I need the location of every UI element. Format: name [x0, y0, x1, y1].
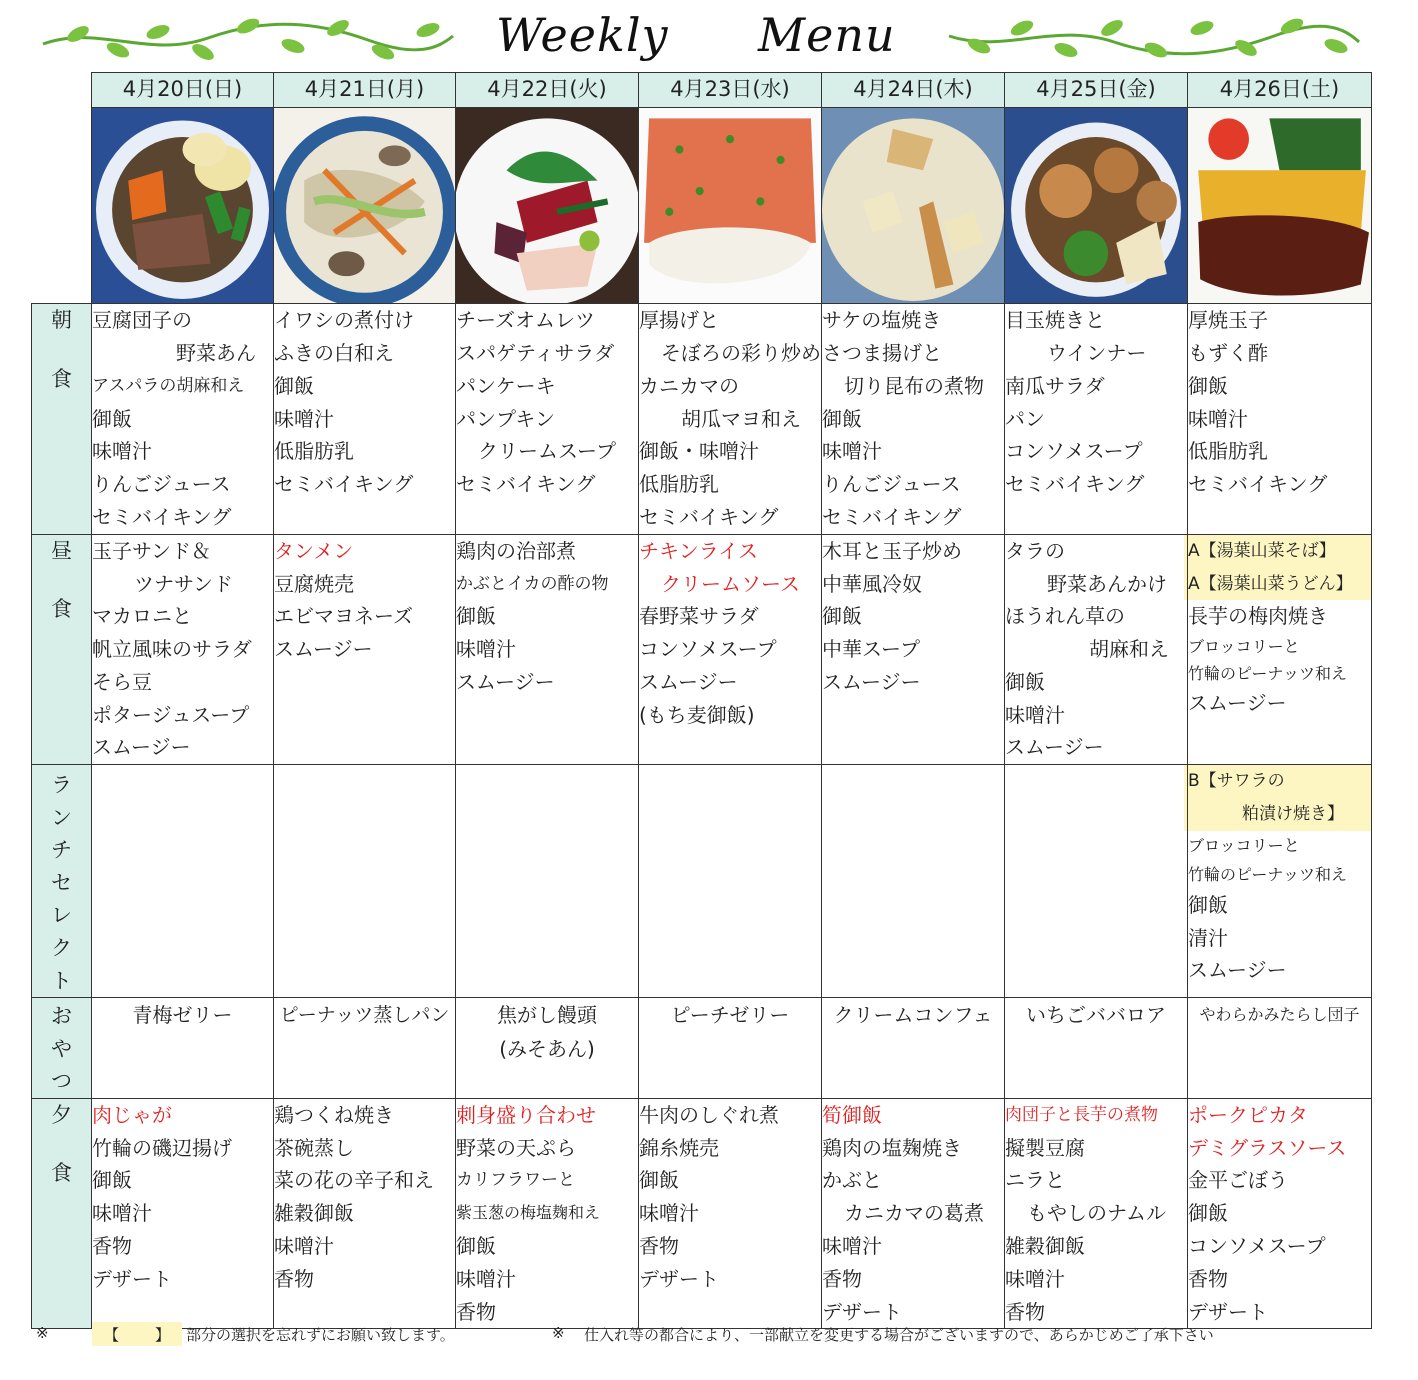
- menu-item: サケの塩焼き: [822, 308, 942, 333]
- label-char: 食: [51, 366, 72, 391]
- menu-item: 御飯: [1188, 373, 1228, 398]
- label-char: お: [51, 1004, 72, 1029]
- menu-item: 菜の花の辛子和え: [274, 1168, 434, 1193]
- breakfast-cell: [1005, 304, 1188, 535]
- menu-item: イワシの煮付け: [274, 308, 414, 333]
- label-char: ト: [51, 968, 72, 993]
- menu-item: 味噌汁: [456, 637, 516, 662]
- menu-item: 低脂肪乳: [1188, 439, 1268, 464]
- label-char: レ: [51, 903, 72, 928]
- menu-item: 御飯: [92, 406, 132, 431]
- menu-item: 鶏つくね焼き: [274, 1102, 394, 1127]
- menu-item: 御飯: [1188, 892, 1228, 917]
- label-char: チ: [51, 838, 72, 863]
- menu-item: 胡麻和え: [1089, 637, 1169, 662]
- menu-item: コンソメスープ: [1188, 1233, 1326, 1258]
- menu-item: 厚焼玉子: [1188, 308, 1268, 333]
- breakfast-cell: [822, 304, 1005, 535]
- menu-item: 香物: [639, 1233, 679, 1258]
- menu-item: 帆立風味のサラダ: [92, 637, 252, 662]
- menu-item: ブロッコリーと: [1188, 835, 1300, 855]
- menu-item: 御飯: [456, 1233, 496, 1258]
- lunch-select-cell: [639, 765, 822, 998]
- menu-item: デザート: [92, 1266, 172, 1291]
- menu-item: 低脂肪乳: [639, 472, 719, 497]
- menu-item: カニカマの: [639, 373, 739, 398]
- menu-item: スムージー: [822, 669, 921, 694]
- menu-item: スパゲティサラダ: [456, 340, 615, 365]
- menu-item: スムージー: [92, 735, 191, 760]
- lunch-select-row: [32, 765, 1372, 998]
- dinner-cell: [1005, 1098, 1188, 1329]
- menu-item: カニカマの葛煮: [844, 1201, 984, 1226]
- menu-item: 雑穀御飯: [274, 1201, 354, 1226]
- menu-item: セミバイキング: [1188, 472, 1328, 497]
- menu-item: ブロッコリーと: [1188, 637, 1300, 657]
- menu-item: デザート: [1188, 1299, 1268, 1324]
- menu-item: アスパラの胡麻和え: [92, 375, 245, 396]
- menu-item: デザート: [822, 1299, 902, 1324]
- menu-item: チーズオムレツ: [456, 308, 595, 333]
- menu-item: 味噌汁: [1188, 406, 1248, 431]
- menu-item-featured: 刺身盛り合わせ: [456, 1102, 596, 1127]
- menu-item: (もち麦御飯): [639, 702, 755, 727]
- lunch-select-cell: [274, 765, 456, 998]
- food-photo-cell: [92, 108, 274, 304]
- snack-item: ピーナッツ蒸しパン: [279, 1004, 450, 1027]
- menu-item: セミバイキング: [1005, 472, 1145, 497]
- menu-item: ニラと: [1005, 1168, 1065, 1193]
- date-header: 4月20日(日): [92, 73, 274, 108]
- snack-cell: [1188, 998, 1372, 1099]
- menu-item-featured: クリームソース: [661, 571, 800, 596]
- lunch-cell: [456, 534, 639, 765]
- dinner-cell: [822, 1098, 1005, 1329]
- menu-item: 茶碗蒸し: [274, 1135, 354, 1160]
- food-photo-cell: [822, 108, 1005, 304]
- menu-item: 野菜あんかけ: [1047, 571, 1167, 596]
- menu-item: 味噌汁: [92, 439, 152, 464]
- dinner-cell: [274, 1098, 456, 1329]
- menu-item: ほうれん草の: [1005, 604, 1125, 629]
- menu-item: 御飯: [1188, 1201, 1228, 1226]
- menu-item: 味噌汁: [1005, 702, 1065, 727]
- snack-cell: [822, 998, 1005, 1099]
- menu-item: セミバイキング: [456, 472, 596, 497]
- label-char: 食: [51, 597, 72, 622]
- footnote-menu-change-notice: 仕入れ等の都合により、一部献立を変更する場合がございますので、あらかじめご了承下さい: [584, 1326, 1214, 1344]
- lunch-cell: [92, 534, 274, 765]
- breakfast-row: [32, 304, 1372, 535]
- menu-item: 御飯: [274, 373, 314, 398]
- snack-item: ピーチゼリー: [670, 1003, 790, 1028]
- menu-item: 清汁: [1188, 925, 1228, 950]
- menu-item: 御飯: [822, 406, 862, 431]
- menu-item: 目玉焼きと: [1005, 308, 1105, 333]
- food-photo-cell: [1005, 108, 1188, 304]
- lunch-select-cell: [1005, 765, 1188, 998]
- menu-item-featured: チキンライス: [639, 538, 758, 563]
- menu-item: スムージー: [639, 669, 738, 694]
- label-char: ク: [51, 936, 72, 961]
- menu-item: 金平ごぼう: [1188, 1168, 1288, 1193]
- menu-item: 香物: [1005, 1299, 1045, 1324]
- menu-item: さつま揚げと: [822, 340, 942, 365]
- menu-item: 野菜あん: [176, 340, 256, 365]
- menu-item: 豆腐焼売: [274, 571, 354, 596]
- menu-item: 紫玉葱の梅塩麹和え: [456, 1203, 601, 1223]
- menu-item: デザート: [639, 1266, 719, 1291]
- snack-cell: [639, 998, 822, 1099]
- menu-item: 味噌汁: [274, 406, 334, 431]
- menu-item: 味噌汁: [456, 1266, 516, 1291]
- footnote-mark: ※: [36, 1324, 49, 1342]
- menu-item: 香物: [822, 1266, 862, 1291]
- menu-item: 鶏肉の治部煮: [456, 538, 576, 563]
- menu-item: スムージー: [456, 669, 555, 694]
- vine-decoration-right-icon: [944, 14, 1364, 62]
- date-header: 4月21日(月): [274, 73, 456, 108]
- menu-item: もずく酢: [1188, 340, 1268, 365]
- food-photo-cell: [274, 108, 456, 304]
- food-photo-cell: [1188, 108, 1372, 304]
- chicken-rice-photo: [639, 108, 821, 303]
- snack-item: 青梅ゼリー: [132, 1003, 233, 1028]
- menu-item-featured: タンメン: [274, 538, 354, 563]
- label-char: 食: [51, 1161, 72, 1186]
- menu-item: エビマヨネーズ: [274, 604, 413, 629]
- lunch-cell: [274, 534, 456, 765]
- menu-item: コンソメスープ: [639, 637, 777, 662]
- menu-item: 竹輪のピーナッツ和え: [1188, 864, 1348, 884]
- snack-cell: [274, 998, 456, 1099]
- label-char: や: [51, 1036, 72, 1061]
- menu-item-featured: デミグラスソース: [1188, 1135, 1347, 1160]
- menu-item: 擬製豆腐: [1005, 1135, 1085, 1160]
- meatball-stew-photo: [1005, 108, 1187, 303]
- menu-item: 低脂肪乳: [274, 439, 354, 464]
- menu-item: 木耳と玉子炒め: [822, 538, 962, 563]
- dinner-cell: [639, 1098, 822, 1329]
- menu-item: タラの: [1005, 538, 1065, 563]
- footnote-bracket: 【 】: [104, 1326, 173, 1344]
- lunch-row: [32, 534, 1372, 765]
- menu-item: 鶏肉の塩麹焼き: [822, 1135, 962, 1160]
- lunch-select-cell: [456, 765, 639, 998]
- menu-item: セミバイキング: [92, 504, 232, 529]
- menu-item: 切り昆布の煮物: [844, 373, 984, 398]
- menu-item: セミバイキング: [274, 472, 414, 497]
- dinner-cell: [1188, 1098, 1372, 1329]
- menu-item: パン: [1005, 406, 1045, 431]
- lunch-select-cell: [1188, 765, 1372, 998]
- lunch-select-cell: [822, 765, 1005, 998]
- snack-item: いちごババロア: [1026, 1003, 1166, 1028]
- footnote-selection-reminder: 部分の選択を忘れずにお願い致します。: [186, 1326, 455, 1344]
- menu-item: 南瓜サラダ: [1005, 373, 1105, 398]
- menu-item: スムージー: [1188, 691, 1287, 716]
- menu-item: スムージー: [274, 637, 373, 662]
- corner-cell: [32, 73, 92, 108]
- menu-item: 玉子サンド＆: [92, 538, 211, 563]
- footnote-mark: ※: [552, 1324, 565, 1342]
- menu-header: [0, 0, 1418, 72]
- menu-item: 中華風冷奴: [822, 571, 922, 596]
- menu-item: 牛肉のしぐれ煮: [639, 1102, 779, 1127]
- snack-row: [32, 998, 1372, 1099]
- title-weekly: Weekly: [496, 8, 669, 62]
- menu-item: マカロニと: [92, 604, 192, 629]
- menu-item: パンプキン: [456, 406, 555, 431]
- menu-item: 御飯: [1005, 669, 1045, 694]
- date-header: 4月24日(木): [822, 73, 1005, 108]
- weekly-menu-table: [31, 72, 1372, 1329]
- menu-item: そら豆: [92, 669, 152, 694]
- lunch-cell: [822, 534, 1005, 765]
- date-header: 4月26日(土): [1188, 73, 1372, 108]
- menu-item: 春野菜サラダ: [639, 604, 759, 629]
- date-row: [32, 73, 1372, 108]
- lunch-select-cell: [92, 765, 274, 998]
- menu-item: 香物: [92, 1233, 132, 1258]
- row-label-lunch-select: [32, 765, 92, 998]
- menu-item: 味噌汁: [822, 1233, 882, 1258]
- food-photo-cell: [639, 108, 822, 304]
- menu-item: 豆腐団子の: [92, 308, 192, 333]
- dinner-row: [32, 1098, 1372, 1329]
- menu-item: もやしのナムル: [1027, 1201, 1166, 1226]
- menu-item: セミバイキング: [639, 504, 779, 529]
- photo-row: [32, 108, 1372, 304]
- menu-item: 中華スープ: [822, 637, 920, 662]
- menu-item: かぶと: [822, 1168, 882, 1193]
- dinner-cell: [456, 1098, 639, 1329]
- menu-item: セミバイキング: [822, 504, 962, 529]
- menu-item: 胡瓜マヨ和え: [681, 406, 801, 431]
- date-header: 4月22日(火): [456, 73, 639, 108]
- row-label-snack: [32, 998, 92, 1099]
- menu-item: 竹輪の磯辺揚げ: [92, 1135, 232, 1160]
- menu-item: コンソメスープ: [1005, 439, 1143, 464]
- snack-item: (みそあん): [499, 1037, 595, 1062]
- menu-item: そぼろの彩り炒め: [661, 340, 821, 365]
- menu-item: 香物: [1188, 1266, 1228, 1291]
- takenoko-gohan-photo: [822, 108, 1004, 303]
- label-char: ン: [51, 805, 72, 830]
- label-char: ラ: [51, 773, 72, 798]
- menu-item: 味噌汁: [274, 1233, 334, 1258]
- menu-item-option-b: 粕漬け焼き】: [1184, 798, 1371, 831]
- breakfast-cell: [274, 304, 456, 535]
- snack-cell: [92, 998, 274, 1099]
- date-header: 4月25日(金): [1005, 73, 1188, 108]
- menu-item: カリフラワーと: [456, 1170, 575, 1191]
- menu-item: 味噌汁: [1005, 1266, 1065, 1291]
- menu-item: 竹輪のピーナッツ和え: [1188, 664, 1348, 684]
- menu-item: パンケーキ: [456, 373, 556, 398]
- menu-item: ウインナー: [1047, 340, 1147, 365]
- snack-cell: [1005, 998, 1188, 1099]
- menu-item: 御飯: [456, 604, 496, 629]
- menu-item: 御飯: [92, 1168, 132, 1193]
- menu-item: スムージー: [1005, 735, 1104, 760]
- tanmen-photo: [274, 108, 455, 303]
- breakfast-cell: [639, 304, 822, 535]
- menu-item-option-a: A【湯葉山菜そば】: [1184, 535, 1371, 568]
- menu-item-featured: ポークピカタ: [1188, 1102, 1308, 1127]
- date-header: 4月23日(水): [639, 73, 822, 108]
- row-label-lunch: [32, 534, 92, 765]
- nikujaga-photo: [92, 108, 273, 303]
- dinner-cell: [92, 1098, 274, 1329]
- menu-item: 長芋の梅肉焼き: [1188, 604, 1328, 629]
- snack-item: 焦がし饅頭: [497, 1003, 597, 1028]
- menu-item: ふきの白和え: [274, 340, 394, 365]
- menu-item: ツナサンド: [134, 571, 233, 596]
- menu-item: 味噌汁: [92, 1201, 152, 1226]
- corner-cell: [32, 108, 92, 304]
- menu-item: 味噌汁: [639, 1201, 699, 1226]
- label-char: 朝: [51, 308, 72, 333]
- lunch-cell: [1005, 534, 1188, 765]
- menu-item: スムージー: [1188, 958, 1287, 983]
- menu-item: クリームスープ: [478, 439, 616, 464]
- food-photo-cell: [456, 108, 639, 304]
- menu-item-featured: 肉団子と長芋の煮物: [1005, 1104, 1158, 1125]
- pork-piccata-photo: [1188, 108, 1371, 303]
- label-char: つ: [51, 1069, 72, 1094]
- menu-item-option-b: B【サワラの: [1184, 765, 1371, 798]
- snack-item: やわらかみたらし団子: [1199, 1005, 1360, 1025]
- row-label-breakfast: [32, 304, 92, 535]
- title-menu: Menu: [758, 8, 896, 62]
- menu-item: かぶとイカの酢の物: [456, 573, 609, 594]
- menu-item: 厚揚げと: [639, 308, 719, 333]
- vine-decoration-left-icon: [38, 14, 458, 62]
- snack-cell: [456, 998, 639, 1099]
- menu-item: 御飯: [639, 1168, 679, 1193]
- lunch-cell: [1188, 534, 1372, 765]
- menu-item-featured: 肉じゃが: [92, 1102, 172, 1127]
- label-char: セ: [51, 870, 72, 895]
- breakfast-cell: [92, 304, 274, 535]
- menu-item-featured: 筍御飯: [822, 1102, 882, 1127]
- label-char: 昼: [51, 538, 72, 563]
- menu-item: 錦糸焼売: [639, 1135, 719, 1160]
- menu-item: 野菜の天ぷら: [456, 1135, 576, 1160]
- menu-item: りんごジュース: [92, 472, 231, 497]
- menu-item: ポタージュスープ: [92, 702, 250, 727]
- menu-item: 香物: [456, 1299, 496, 1324]
- breakfast-cell: [1188, 304, 1372, 535]
- menu-item: 御飯: [822, 604, 862, 629]
- sashimi-photo: [456, 108, 638, 303]
- breakfast-cell: [456, 304, 639, 535]
- menu-item: りんごジュース: [822, 472, 961, 497]
- menu-item: 香物: [274, 1266, 314, 1291]
- lunch-cell: [639, 534, 822, 765]
- menu-item: 御飯・味噌汁: [639, 439, 759, 464]
- menu-item-option-a: A【湯葉山菜うどん】: [1184, 568, 1371, 601]
- menu-item: 味噌汁: [822, 439, 882, 464]
- menu-item: 雑穀御飯: [1005, 1233, 1085, 1258]
- snack-item: クリームコンフェ: [833, 1003, 993, 1028]
- row-label-dinner: [32, 1098, 92, 1329]
- label-char: 夕: [51, 1102, 72, 1127]
